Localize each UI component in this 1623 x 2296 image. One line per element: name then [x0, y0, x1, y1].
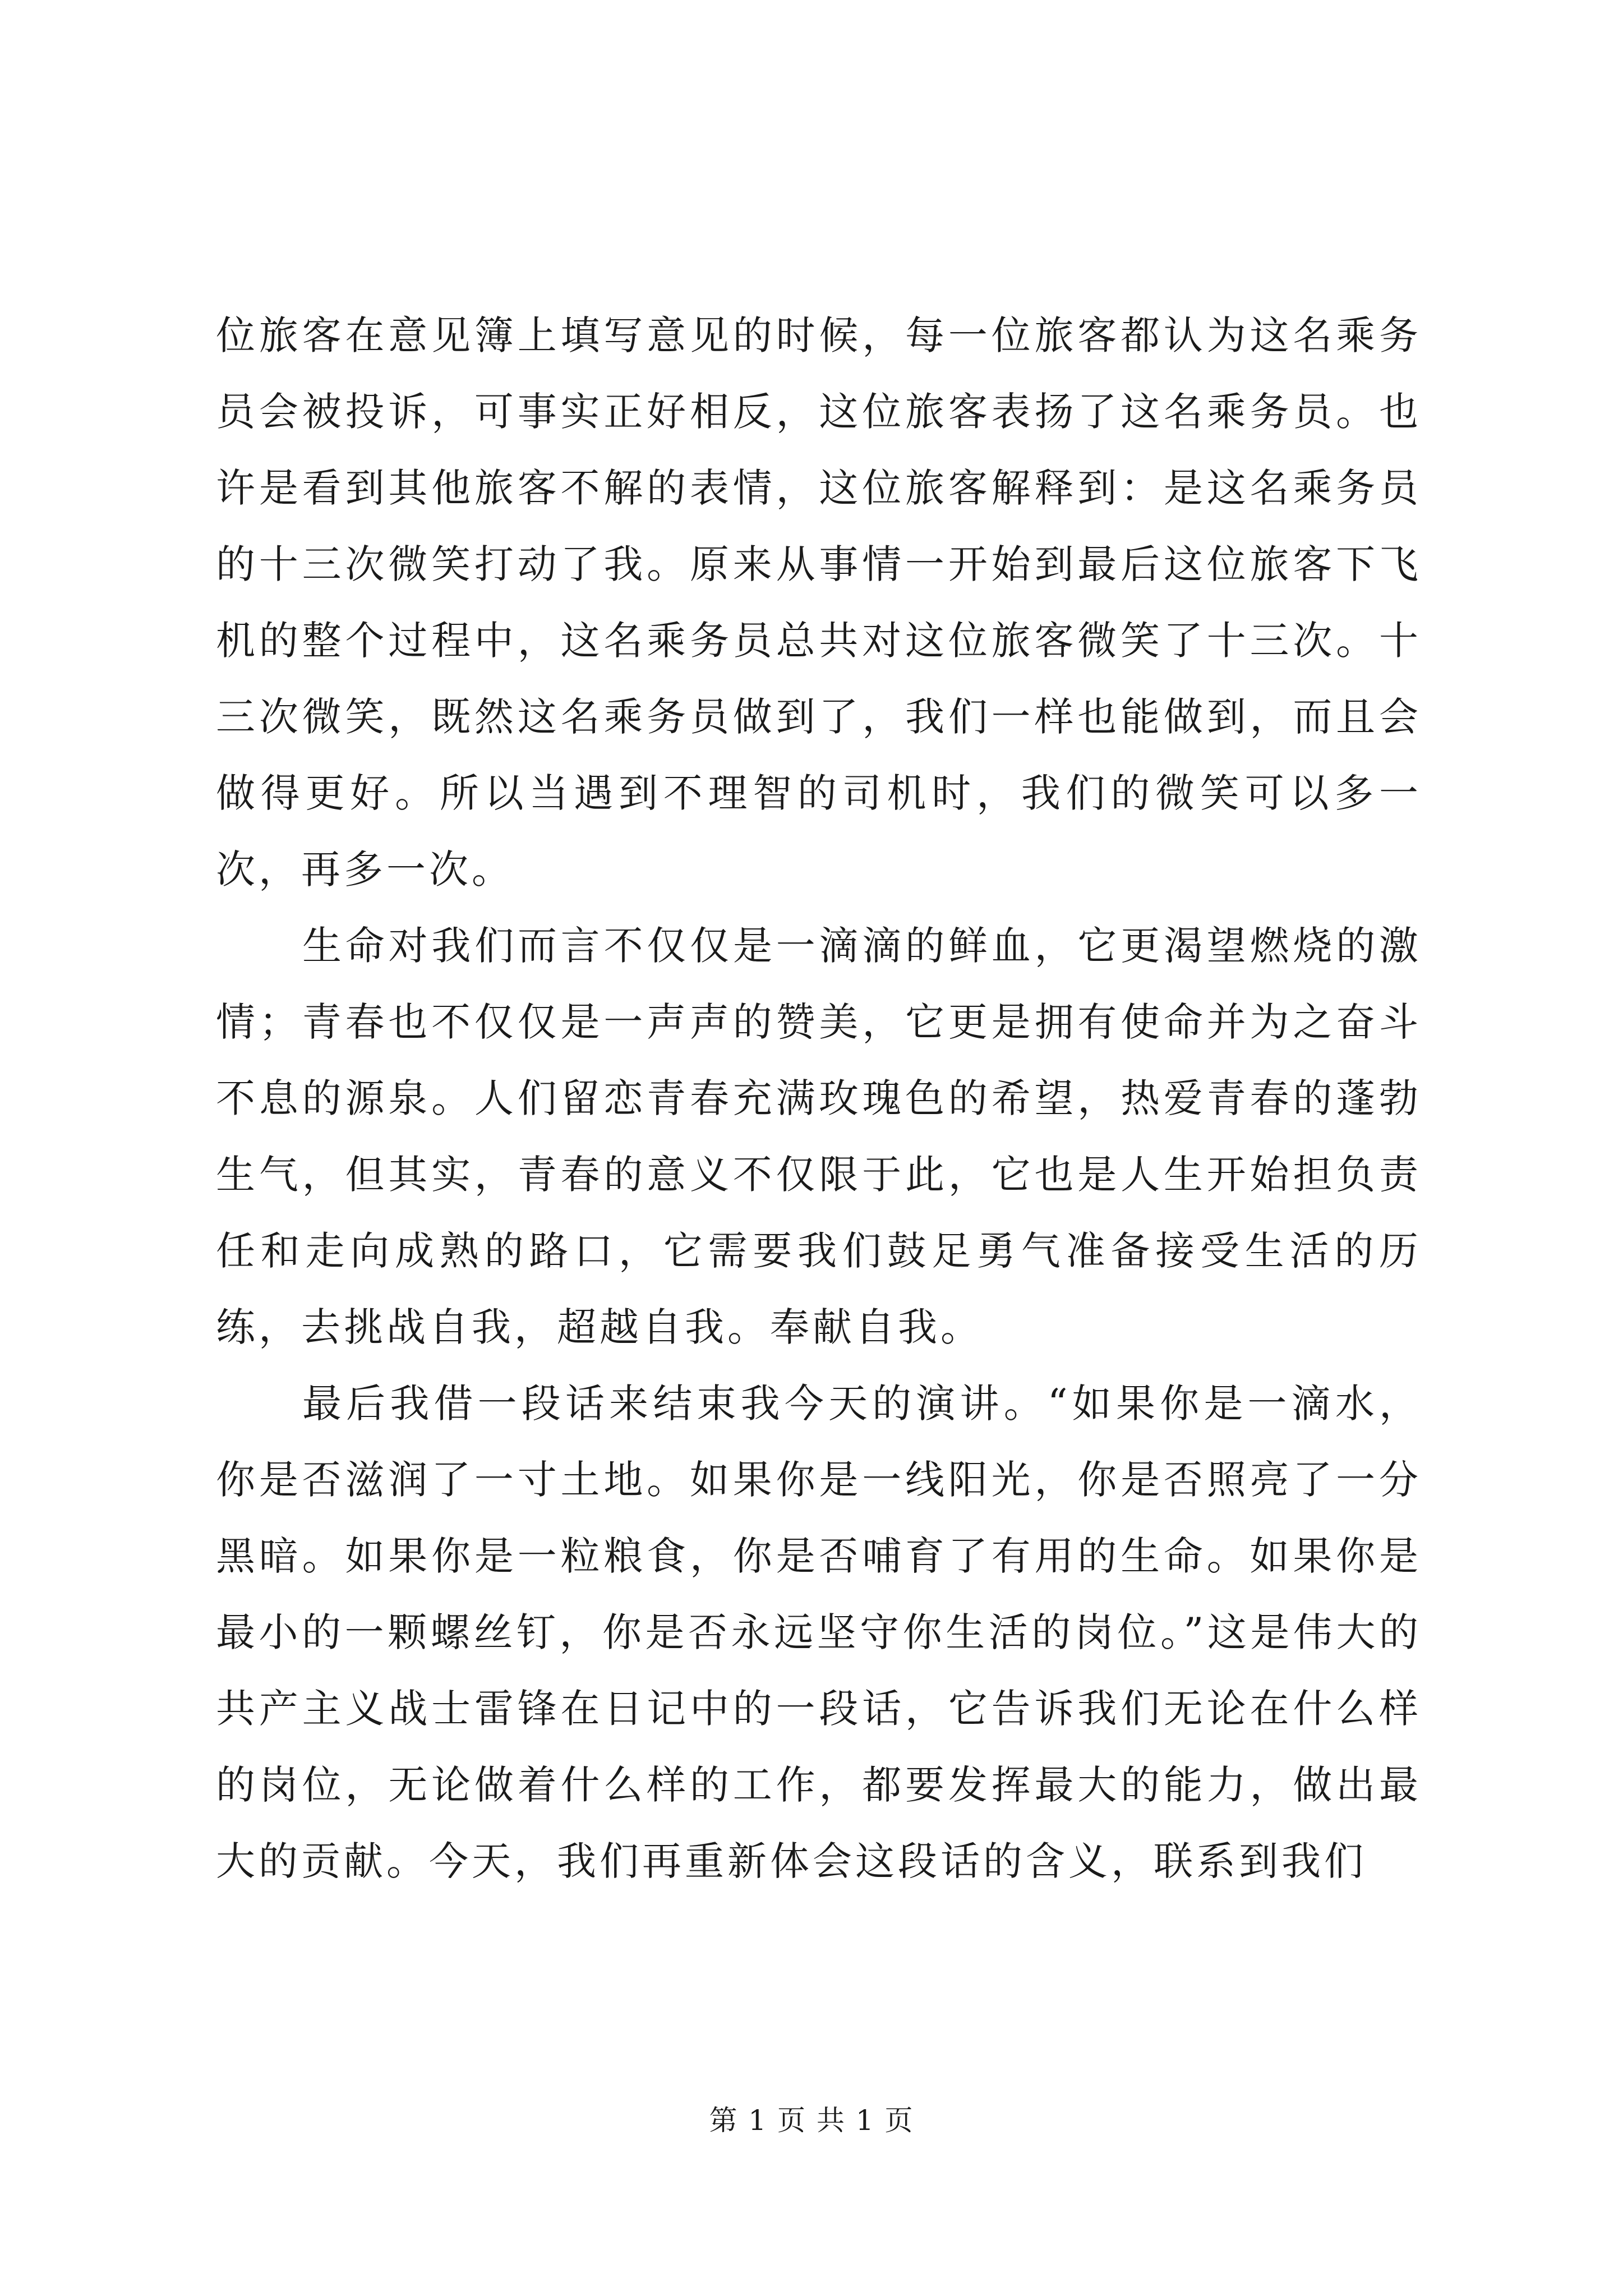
page-number-label: 第 1 页 共 1 页 [709, 2104, 914, 2137]
document-body [216, 297, 1422, 1899]
paragraph-3: 最后我借一段话来结束我今天的演讲。“如果你是一滴水，你是否滋润了一寸土地。如果你是一线阳光，你是否照亮了一分黑暗。如果你是一粒粮食，你是否哺育了有用的生命。如果你是最小的一颗螺丝钉，你是否永远坚守你生活的岗位。”这是伟大的共产主义战士雷锋在日记中的一段话，它告诉我们无论在什么样的岗位，无论做着什么样的工作，都要发挥最大的能力，做出最大的贡献。今天，我们再重新体会这段话的含义，联系到我们 [216, 1381, 1422, 1884]
page-footer [0, 2101, 1623, 2140]
paragraph-2: 生命对我们而言不仅仅是一滴滴的鲜血，它更渴望燃烧的激情；青春也不仅仅是一声声的赞美，它更是拥有使命并为之奋斗不息的源泉。人们留恋青春充满玫瑰色的希望，热爱青春的蓬勃生气，但其实，青春的意义不仅限于此，它也是人生开始担负责任和走向成熟的路口，它需要我们鼓足勇气准备接受生活的历练，去挑战自我，超越自我。奉献自我。 [216, 923, 1422, 1350]
paragraph-1: 位旅客在意见簿上填写意见的时候，每一位旅客都认为这名乘务员会被投诉，可事实正好相反，这位旅客表扬了这名乘务员。也许是看到其他旅客不解的表情，这位旅客解释到：是这名乘务员的十三次微笑打动了我。原来从事情一开始到最后这位旅客下飞机的整个过程中，这名乘务员总共对这位旅客微笑了十三次。十三次微笑，既然这名乘务员做到了，我们一样也能做到，而且会做得更好。所以当遇到不理智的司机时，我们的微笑可以多一次，再多一次。 [216, 312, 1422, 892]
